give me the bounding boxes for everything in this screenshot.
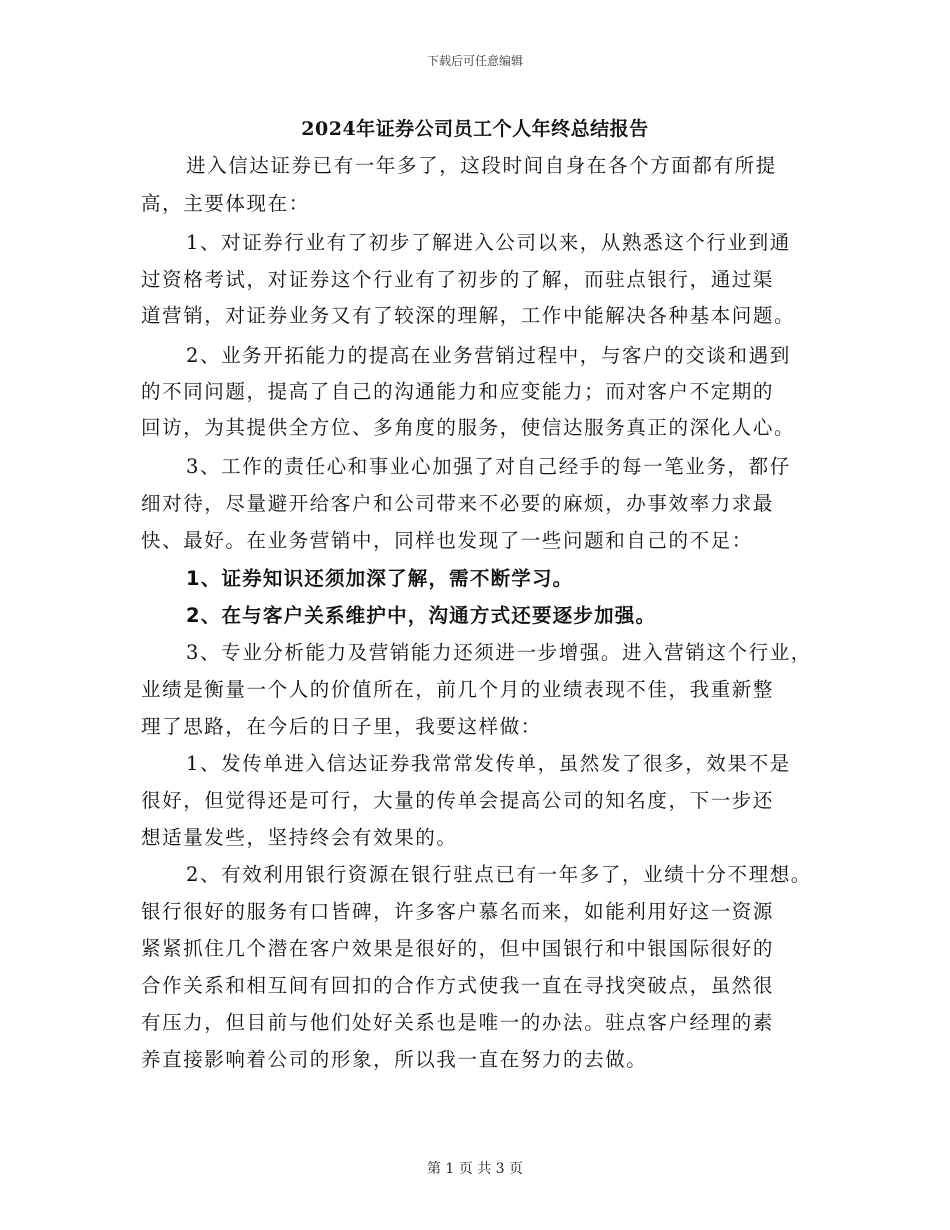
body-line: 理了思路，在今后的日子里，我要这样做：	[141, 715, 542, 738]
body-line: 道营销，对证券业务又有了较深的理解，工作中能解决各种基本问题。	[141, 304, 796, 327]
body-line: 细对待，尽量避开给客户和公司带来不必要的麻烦，办事效率力求最	[141, 492, 775, 515]
body-line: 3、专业分析能力及营销能力还须进一步增强。进入营销这个行业，	[186, 641, 812, 664]
body-line: 紧紧抓住几个潜在客户效果是很好的，但中国银行和中银国际很好的	[141, 937, 775, 960]
page-number-footer: 第 1 页 共 3 页	[426, 1161, 524, 1177]
body-line: 快、最好。在业务营销中，同样也发现了一些问题和自己的不足：	[141, 529, 753, 552]
page-header: 下载后可任意编辑	[426, 54, 523, 68]
body-line: 进入信达证券已有一年多了，这段时间自身在各个方面都有所提	[186, 154, 777, 177]
body-line-emphasis: 1、证券知识还须加深了解，需不断学习。	[186, 567, 574, 590]
body-line: 的不同问题，提高了自己的沟通能力和应变能力；而对客户不定期的	[141, 380, 775, 403]
body-line: 回访，为其提供全方位、多角度的服务，使信达服务真正的深化人心。	[141, 416, 796, 439]
body-line: 银行很好的服务有口皆碑，许多客户慕名而来，如能利用好这一资源	[141, 900, 775, 923]
body-line: 2、有效利用银行资源在银行驻点已有一年多了，业绩十分不理想。	[186, 863, 812, 886]
body-line: 想适量发些，坚持终会有效果的。	[141, 826, 458, 849]
body-line: 高，主要体现在：	[141, 192, 310, 215]
body-line: 业绩是衡量一个人的价值所在，前几个月的业绩表现不佳，我重新整	[141, 678, 775, 701]
body-line: 2、业务开拓能力的提高在业务营销过程中，与客户的交谈和遇到	[186, 344, 791, 367]
body-line: 1、对证券行业有了初步了解进入公司以来，从熟悉这个行业到通	[186, 231, 791, 254]
body-line-emphasis: 2、在与客户关系维护中，沟通方式还要逐步加强。	[186, 604, 657, 627]
body-line: 3、工作的责任心和事业心加强了对自己经手的每一笔业务，都仔	[186, 455, 791, 478]
body-line: 合作关系和相互间有回扣的合作方式使我一直在寻找突破点，虽然很	[141, 974, 775, 997]
body-line: 养直接影响着公司的形象，所以我一直在努力的去做。	[141, 1048, 648, 1071]
body-line: 有压力，但目前与他们处好关系也是唯一的办法。驻点客户经理的素	[141, 1011, 775, 1034]
body-line: 1、发传单进入信达证券我常常发传单，虽然发了很多，效果不是	[186, 752, 791, 775]
body-line: 很好，但觉得还是可行，大量的传单会提高公司的知名度，下一步还	[141, 789, 775, 812]
body-line: 过资格考试，对证券这个行业有了初步的了解，而驻点银行，通过渠	[141, 268, 775, 291]
document-title: 2024年证券公司员工个人年终总结报告	[301, 118, 649, 140]
